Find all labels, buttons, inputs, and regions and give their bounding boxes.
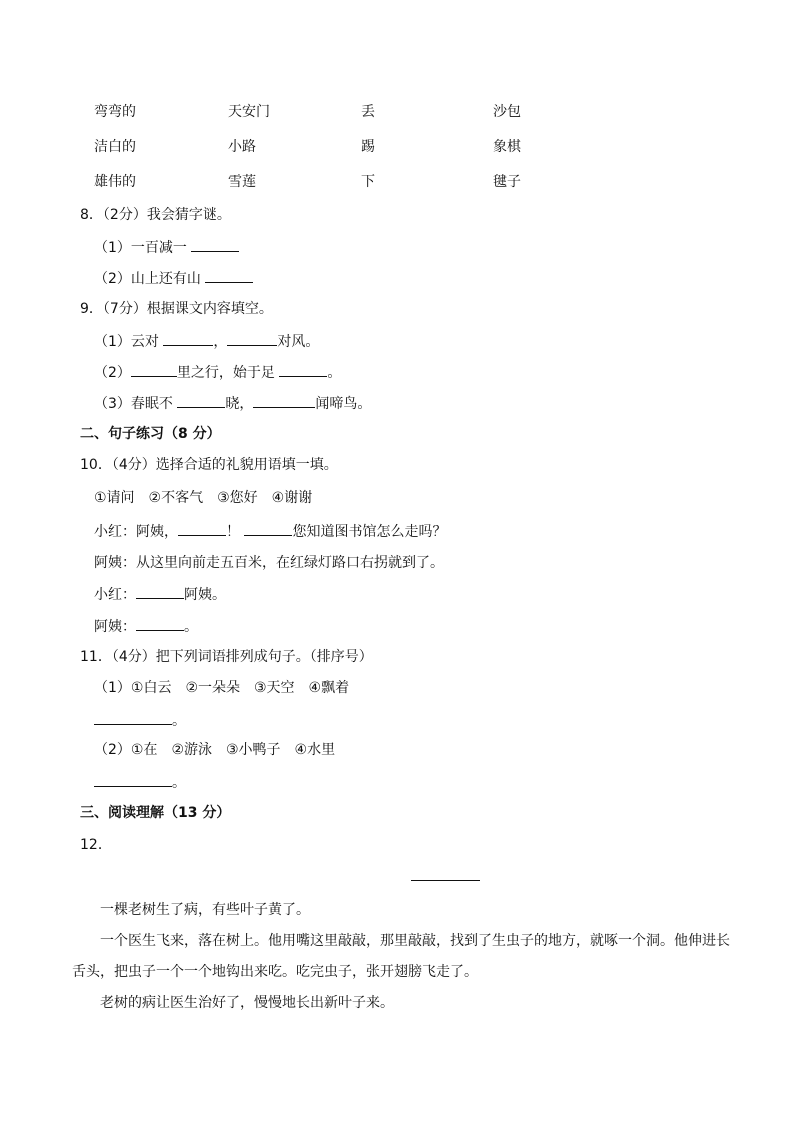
grid-word: 小路 [228,139,256,155]
answer-blank[interactable] [244,521,292,536]
question-10-line-2: 阿姨：从这里向前走五百米，在红绿灯路口右拐就到了。 [94,555,444,571]
question-9-item-2 [94,362,341,383]
question-10-line-3 [94,584,226,605]
answer-blank[interactable] [205,268,253,283]
grid-word: 雪莲 [228,174,256,190]
item-text: （1）云对 [94,334,159,350]
item-text: 小红：阿姨， [94,524,178,540]
question-9-item-3 [94,393,371,414]
question-8-title: 8．（2分）我会猜字谜。 [80,207,231,223]
section-heading: 二、句子练习（8 分） [80,426,221,442]
answer-blank[interactable] [227,331,277,346]
grid-word: 天安门 [228,104,270,120]
item-text: （2）山上还有山 [94,271,201,287]
question-11-item-1: （1）①白云 ②一朵朵 ③天空 ④飘着 [94,680,350,696]
item-text: 阿姨。 [184,587,226,603]
grid-word: 雄伟的 [94,174,136,190]
item-text: ， [213,334,228,350]
grid-word: 弯弯的 [94,104,136,120]
answer-blank[interactable] [94,710,172,725]
grid-word: 丢 [361,104,375,120]
question-11-answer-2 [94,772,186,793]
grid-word: 洁白的 [94,139,136,155]
reading-paragraph: 一个医生飞来，落在树上。他用嘴这里敲敲，那里敲敲，找到了生虫子的地方，就啄一个洞。他伸进长舌头，把虫子一个一个地钩出来吃。吃完虫子，张开翅膀飞走了。 [72,933,730,980]
question-10-title: 10．（4分）选择合适的礼貌用语填一填。 [80,457,338,473]
grid-word: 象棋 [493,139,521,155]
item-text: 您知道图书馆怎么走吗？ [292,524,447,540]
question-9-item-1 [94,331,319,352]
question-8-item-2 [94,268,253,289]
answer-blank[interactable] [279,362,327,377]
answer-blank[interactable] [178,521,226,536]
item-text: （2） [94,365,131,381]
grid-word: 下 [361,174,375,190]
question-11-item-2: （2）①在 ②游泳 ③小鸭子 ④水里 [94,742,336,758]
item-text: 里之行，始于足 [176,365,275,381]
answer-blank[interactable] [136,584,184,599]
item-text: 。 [172,713,186,729]
section-heading: 三、阅读理解（13 分） [80,805,231,821]
question-11-title: 11．（4分）把下列词语排列成句子。（排序号） [80,649,373,665]
item-text: 。 [327,365,342,381]
item-text: 闻啼鸟。 [315,396,372,412]
item-text: 小红： [94,587,136,603]
item-text: 晓， [225,396,254,412]
grid-word: 沙包 [493,104,521,120]
grid-word: 踢 [361,139,375,155]
question-8-item-1 [94,237,239,258]
question-12-number: 12． [80,837,112,853]
answer-blank[interactable] [131,362,177,377]
reading-paragraph: 老树的病让医生治好了，慢慢地长出新叶子来。 [100,995,394,1011]
question-10-line-4 [94,616,198,637]
answer-blank[interactable] [253,393,315,408]
answer-blank[interactable] [136,616,184,631]
item-text: 阿姨： [94,619,136,635]
answer-blank[interactable] [163,331,213,346]
reading-paragraph: 一棵老树生了病，有些叶子黄了。 [100,902,310,918]
question-11-answer-1 [94,710,186,731]
item-text: （1）一百减一 [94,240,187,256]
item-text: ！ [226,524,240,540]
answer-blank[interactable] [94,772,172,787]
question-10-line-1 [94,521,446,542]
title-blank[interactable] [411,880,480,881]
grid-word: 毽子 [493,174,521,190]
answer-blank[interactable] [177,393,225,408]
item-text: （3）春眠不 [94,396,173,412]
question-9-title: 9．（7分）根据课文内容填空。 [80,301,273,317]
item-text: 对风。 [277,334,320,350]
question-10-options: ①请问 ②不客气 ③您好 ④谢谢 [94,490,313,506]
item-text: 。 [172,775,186,791]
answer-blank[interactable] [191,237,239,252]
item-text: 。 [184,619,198,635]
